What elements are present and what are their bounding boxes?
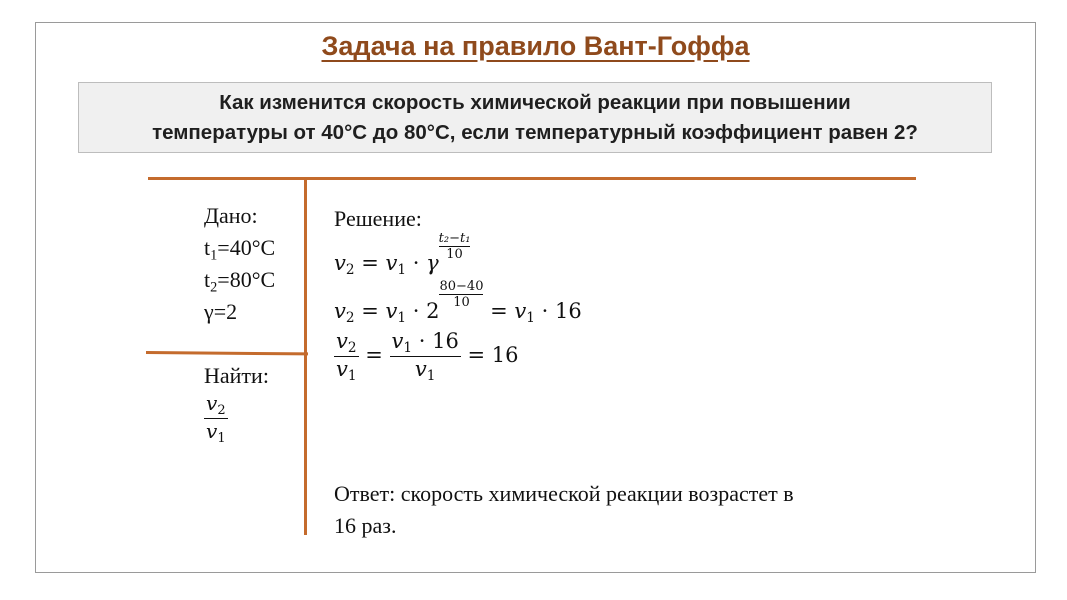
table-top-divider xyxy=(148,177,916,180)
find-ratio: $\frac{v_2}{v_1}$ xyxy=(206,391,226,446)
find-heading: Найти: xyxy=(204,363,269,388)
answer-line-2: 16 раз. xyxy=(334,513,397,538)
slide-title: Задача на правило Вант-Гоффа xyxy=(321,31,750,61)
equation-3: $\frac{v_2}{v_1}$ = $\frac{v_1 \cdot 16}{v_1}$ = 16 xyxy=(336,329,519,385)
given-find-divider xyxy=(146,351,308,355)
equation-2: $v_2 = v_1 \cdot 2$ $\frac{80-40}{10}$ = $v_1 \cdot 16$ xyxy=(334,279,582,327)
equation-1: $v_2 = v_1 \cdot \gamma$ $\frac{\text{t₂−t₁}}{10}$ xyxy=(334,231,471,279)
solution-heading: Решение: xyxy=(334,206,422,231)
question-line-1: Как изменится скорость химической реакции при повышении xyxy=(219,91,851,114)
given-t1: $t_1=40^\circ C$ xyxy=(204,235,276,264)
given-heading: Дано: xyxy=(204,203,258,228)
table-vertical-divider xyxy=(304,178,307,535)
slide xyxy=(35,22,1036,573)
given-t2: $t_2=80^\circ C$ xyxy=(204,267,276,296)
question-line-2: температуры от 40°C до 80°C, если температурный коэффициент равен 2? xyxy=(152,121,918,144)
given-gamma: γ=2 xyxy=(204,299,238,324)
question-box xyxy=(78,82,992,153)
answer-line-1: Ответ: скорость химической реакции возрастет в xyxy=(334,481,794,506)
